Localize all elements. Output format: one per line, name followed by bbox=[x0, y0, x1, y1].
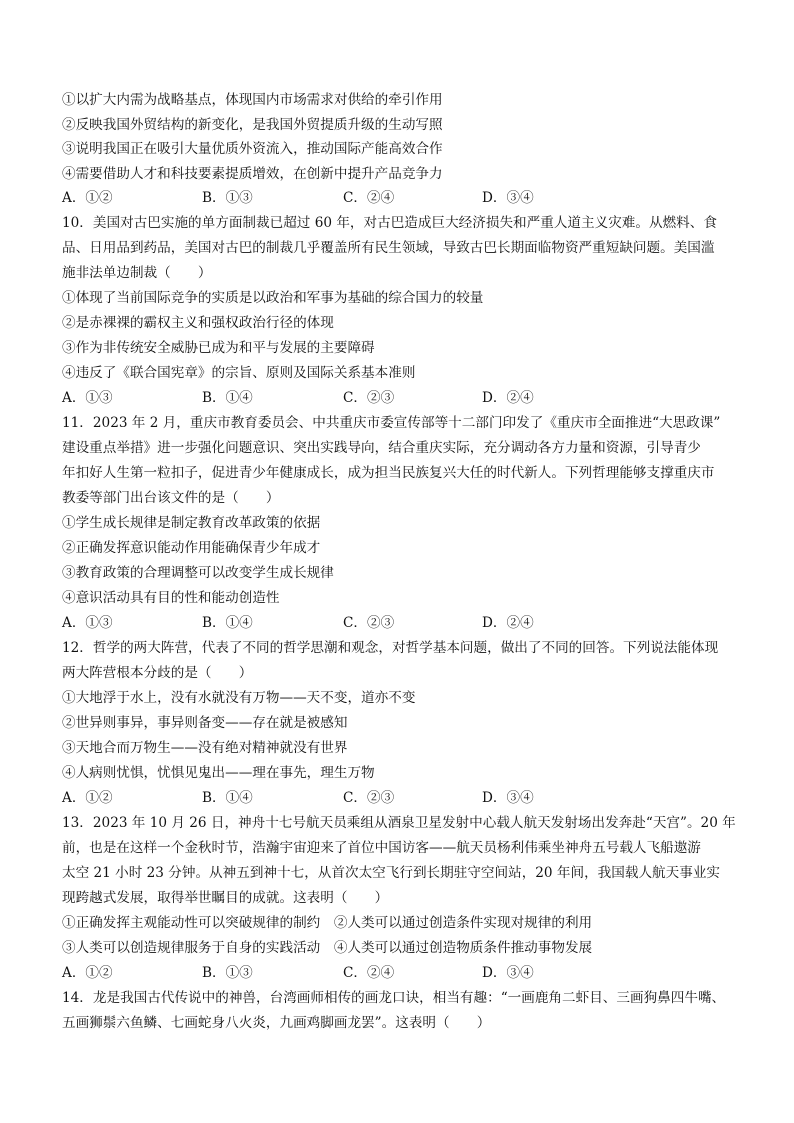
q13-stem-line-2: 前，也是在这样一个金秋时节，浩瀚宇宙迎来了首位中国访客——航天员杨利伟乘坐神舟五号载人飞船遨游 bbox=[62, 840, 701, 856]
q10-option-2: ②是赤裸裸的霸权主义和强权政治行径的体现 bbox=[62, 315, 334, 331]
choice-a: A．①② bbox=[62, 790, 113, 806]
q10-stem-line-1: 10．美国对古巴实施的单方面制裁已超过 60 年，对古巴造成巨大经济损失和严重人道主义灾难。从燃料、食 bbox=[62, 215, 717, 231]
choice-d: D．②④ bbox=[482, 390, 534, 406]
q9-choices bbox=[62, 188, 742, 208]
q9-option-3: ③说明我国正在吸引大量优质外资流入，推动国际产能高效合作 bbox=[62, 141, 443, 157]
q13-stem-line-1: 13．2023 年 10 月 26 日，神舟十七号航天员乘组从酒泉卫星发射中心载人航天发射场出发奔赴“天宫”。20 年 bbox=[62, 815, 736, 831]
q12-stem-line-1: 12．哲学的两大阵营，代表了不同的哲学思潮和观念，对哲学基本问题，做出了不同的回答。下列说法能体现 bbox=[62, 640, 719, 656]
q11-stem-line-4: 教委等部门出台该文件的是（ ） bbox=[62, 490, 280, 506]
q12-stem-line-2: 两大阵营根本分歧的是（ ） bbox=[62, 665, 253, 681]
choice-b: B．①③ bbox=[202, 190, 253, 206]
q10-option-3: ③作为非传统安全威胁已成为和平与发展的主要障碍 bbox=[62, 340, 375, 356]
q10-choices bbox=[62, 388, 742, 408]
q13-choices bbox=[62, 963, 742, 983]
choice-a: A．①② bbox=[62, 190, 113, 206]
q12-option-3: ③天地合而万物生——没有绝对精神就没有世界 bbox=[62, 740, 348, 756]
q13-stem-line-3: 太空 21 小时 23 分钟。从神五到神十七，从首次太空飞行到长期驻守空间站，20 年间，我国载人航天事业实 bbox=[62, 865, 721, 881]
choice-b: B．①④ bbox=[202, 615, 253, 631]
q10-stem-line-2: 品、日用品到药品，美国对古巴的制裁几乎覆盖所有民生领域，导致古巴长期面临物资严重短缺问题。美国滥 bbox=[62, 240, 715, 256]
choice-c: C．②③ bbox=[343, 390, 395, 406]
choice-c: C．②④ bbox=[343, 965, 395, 981]
q13-stem-line-4: 现跨越式发展，取得举世瞩目的成就。这表明（ ） bbox=[62, 890, 389, 906]
choice-d: D．③④ bbox=[482, 190, 534, 206]
choice-c: C．②③ bbox=[343, 615, 395, 631]
q10-option-4: ④违反了《联合国宪章》的宗旨、原则及国际关系基本准则 bbox=[62, 365, 416, 381]
choice-d: D．③④ bbox=[482, 965, 534, 981]
q11-choices bbox=[62, 613, 742, 633]
q10-option-1: ①体现了当前国际竞争的实质是以政治和军事为基础的综合国力的较量 bbox=[62, 290, 484, 306]
q12-choices bbox=[62, 788, 742, 808]
q10-stem-line-3: 施非法单边制裁（ ） bbox=[62, 265, 212, 281]
choice-b: B．①③ bbox=[202, 965, 253, 981]
q13-options-row-2: ③人类可以创造规律服务于自身的实践活动 ④人类可以通过创造物质条件推动事物发展 bbox=[62, 940, 593, 956]
q11-stem-line-3: 年扣好人生第一粒扣子，促进青少年健康成长，成为担当民族复兴大任的时代新人。下列哲理能够支撑重庆市 bbox=[62, 465, 715, 481]
q11-option-1: ①学生成长规律是制定教育改革政策的依据 bbox=[62, 515, 321, 531]
q12-option-4: ④人病则忧惧，忧惧见鬼出——理在事先，理生万物 bbox=[62, 765, 375, 781]
q11-option-2: ②正确发挥意识能动作用能确保青少年成才 bbox=[62, 540, 321, 556]
choice-c: C．②③ bbox=[343, 790, 395, 806]
q11-stem-line-2: 建设重点举措》进一步强化问题意识、突出实践导向，结合重庆实际，充分调动各方力量和资源，引导青少 bbox=[62, 440, 701, 456]
choice-b: B．①④ bbox=[202, 390, 253, 406]
choice-a: A．①② bbox=[62, 965, 113, 981]
choice-d: D．②④ bbox=[482, 615, 534, 631]
choice-d: D．③④ bbox=[482, 790, 534, 806]
q9-option-1: ①以扩大内需为战略基点，体现国内市场需求对供给的牵引作用 bbox=[62, 92, 443, 108]
choice-c: C．②④ bbox=[343, 190, 395, 206]
q12-option-2: ②世异则事异，事异则备变——存在就是被感知 bbox=[62, 715, 348, 731]
q11-stem-line-1: 11．2023 年 2 月，重庆市教育委员会、中共重庆市委宣传部等十二部门印发了《重庆市全面推进“大思政课” bbox=[62, 415, 721, 431]
choice-b: B．①④ bbox=[202, 790, 253, 806]
q14-stem-line-1: 14．龙是我国古代传说中的神兽，台湾画师相传的画龙口诀，相当有趣：“一画鹿角二虾目、三画狗鼻四牛嘴、 bbox=[62, 990, 726, 1006]
choice-a: A．①③ bbox=[62, 390, 113, 406]
q11-option-3: ③教育政策的合理调整可以改变学生成长规律 bbox=[62, 565, 334, 581]
q11-option-4: ④意识活动具有目的性和能动创造性 bbox=[62, 590, 280, 606]
q13-options-row-1: ①正确发挥主观能动性可以突破规律的制约 ②人类可以通过创造条件实现对规律的利用 bbox=[62, 915, 593, 931]
q9-option-4: ④需要借助人才和科技要素提质增效，在创新中提升产品竞争力 bbox=[62, 166, 443, 182]
q9-option-2: ②反映我国外贸结构的新变化，是我国外贸提质升级的生动写照 bbox=[62, 117, 443, 133]
choice-a: A．①③ bbox=[62, 615, 113, 631]
q12-option-1: ①大地浮于水上，没有水就没有万物——天不变，道亦不变 bbox=[62, 690, 416, 706]
q14-stem-line-2: 五画狮鬃六鱼鳞、七画蛇身八火炎，九画鸡脚画龙罢”。这表明（ ） bbox=[62, 1015, 491, 1031]
